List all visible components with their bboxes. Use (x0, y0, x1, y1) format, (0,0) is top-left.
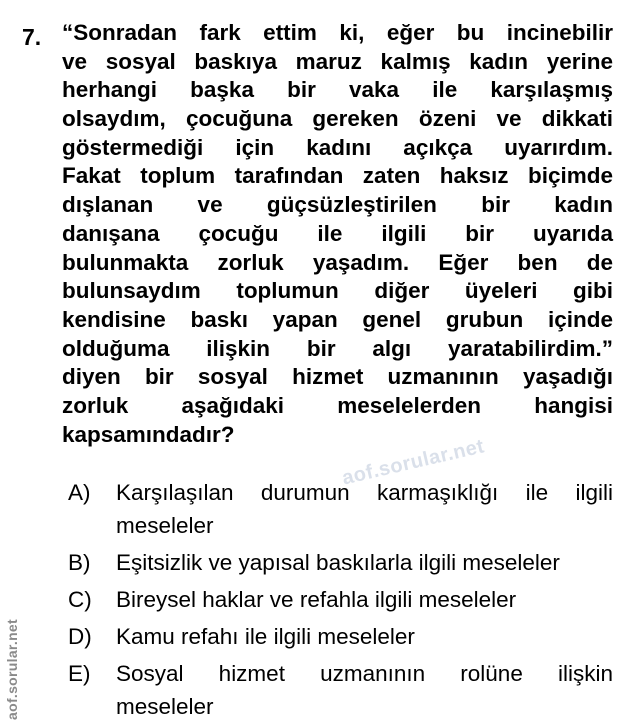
option-text: Bireysel haklar ve refahla ilgili meseleler (116, 587, 517, 612)
option-b[interactable] (68, 546, 613, 579)
stem-line: ve sosyal baskıya maruz kalmış kadın yerine (62, 48, 613, 74)
option-text: Karşılaşılan durumun karmaşıklığı ile ilgili (116, 480, 613, 505)
stem-line: olduğuma ilişkin bir algı yaratabilirdim.” (62, 335, 613, 361)
watermark-diagonal: aof.sorular.net (340, 435, 487, 490)
question-stem (62, 19, 613, 449)
option-text: meseleler (116, 694, 214, 719)
stem-line: Fakat toplum tarafından zaten haksız biçimde (62, 163, 613, 189)
stem-line: bulunsaydım toplumun diğer üyeleri gibi (62, 278, 613, 304)
stem-line: zorluk aşağıdaki meselelerden hangisi (62, 392, 613, 418)
stem-line: herhangi başka bir vaka ile karşılaşmış (62, 77, 613, 103)
option-letter: B) (68, 550, 91, 575)
option-text: meseleler (116, 513, 214, 538)
stem-line: diyen bir sosyal hizmet uzmanının yaşadığı (62, 364, 613, 390)
stem-line: dışlanan ve güçsüzleştirilen bir kadın (62, 192, 613, 218)
answer-options (68, 476, 613, 727)
option-e[interactable] (68, 657, 613, 723)
option-letter: C) (68, 587, 92, 612)
option-letter: D) (68, 624, 92, 649)
stem-line: kapsamındadır? (62, 421, 235, 447)
option-text: Sosyal hizmet uzmanının rolüne ilişkin (116, 661, 613, 686)
stem-line: bulunmakta zorluk yaşadım. Eğer ben de (62, 249, 613, 275)
option-a[interactable] (68, 476, 613, 542)
option-text: Kamu refahı ile ilgili meseleler (116, 624, 415, 649)
option-letter: A) (68, 480, 91, 505)
watermark-vertical: aof.sorular.net (4, 619, 20, 720)
stem-line: göstermediği için kadını açıkça uyarırdım. (62, 134, 613, 160)
stem-line: kendisine baskı yapan genel grubun içinde (62, 306, 613, 332)
stem-line: danışana çocuğu ile ilgili bir uyarıda (62, 220, 613, 246)
stem-line: “Sonradan fark ettim ki, eğer bu incinebilir (62, 20, 613, 45)
question-number: 7. (22, 24, 42, 50)
option-text: Eşitsizlik ve yapısal baskılarla ilgili meseleler (116, 550, 560, 575)
option-c[interactable] (68, 583, 613, 616)
stem-line: olsaydım, çocuğuna gereken özeni ve dikkati (62, 106, 613, 132)
option-letter: E) (68, 661, 91, 686)
option-d[interactable] (68, 620, 613, 653)
